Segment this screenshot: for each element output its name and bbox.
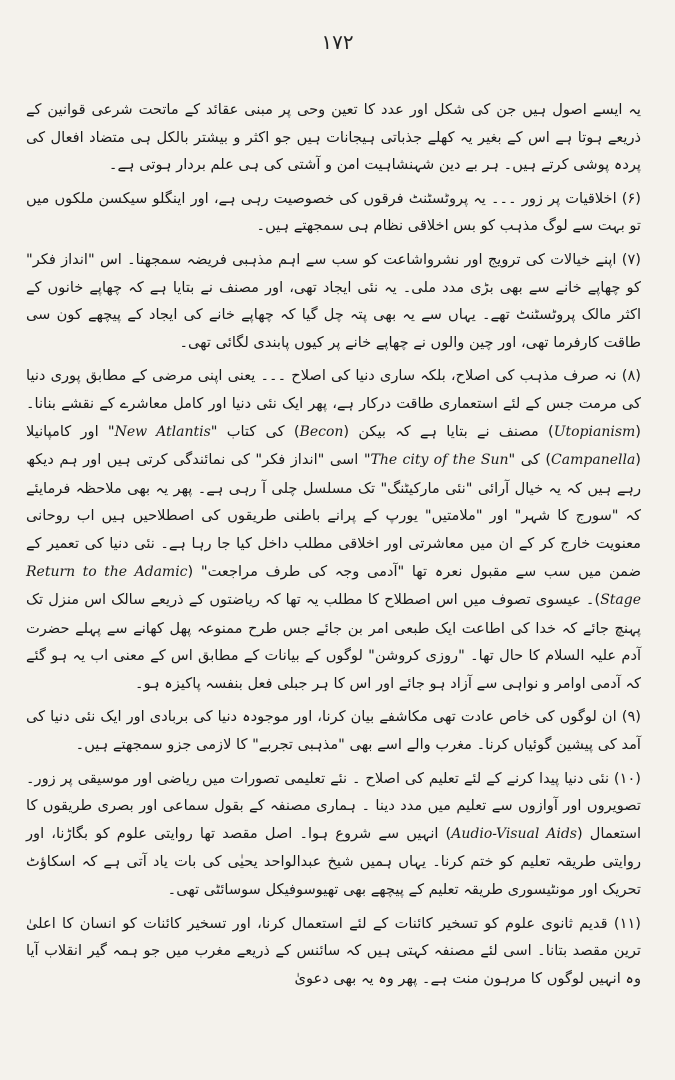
paragraph-text: (۶) اخلاقیات پر زور ۔۔۔ یہ پروٹسٹنٹ فرقوں کی خصوصیت رہی ہے، اور اینگلو سیکسن ملکوں میں تو بہت سے لوگ مذہب کو بس اخلاقی نظام ہی سمجھتے ہیں۔ — [26, 189, 641, 235]
paragraph-text: (۱۰) نئی دنیا پیدا کرنے کے لئے تعلیم کی اصلاح ۔ نئے تعلیمی تصورات میں ریاضی اور موسیقی پر زور۔ تصویروں اور آوازوں سے تعلیم میں مدد دینا ۔ ہماری مصنفہ کے بقول سماعی اور بصری طریقوں کا استعمال ( — [26, 769, 641, 842]
paragraph-text: ) مصنف نے بتایا ہے کہ بیکن ( — [343, 422, 554, 440]
paragraph-6-ethics — [26, 185, 641, 240]
latin-term-return-adamic-stage: Return to the Adamic Stage — [26, 563, 641, 609]
paragraph-9-revelations — [26, 703, 641, 758]
paragraph-text: (۸) نہ صرف مذہب کی اصلاح، بلکہ ساری دنیا کی اصلاح ۔۔۔ یعنی اپنی مرضی کے مطابق پوری دنیا کی مرمت جس کے لئے استعماری طاقت درکار ہے، پھر ایک نئی دنیا اور کامل معاشرے کے نقشے بنانا۔ ( — [26, 367, 641, 440]
paragraph-10-education — [26, 765, 641, 904]
page-body — [26, 96, 641, 998]
latin-term-becon: Becon — [299, 423, 344, 440]
paragraph-text: ) انہیں سے شروع ہوا۔ اصل مقصد تھا روایتی علوم کو بگاڑنا، اور روایتی طریقہ تعلیم کو ختم کرنا۔ یہاں ہمیں شیخ عبدالواحد یحیٰی کی بات یاد آتی ہے کہ اسکاؤٹ تحریک اور مونٹیسوری طریقہ تعلیم کے پیچھے بھی تھیوسوفیکل سوسائٹی تھی۔ — [26, 824, 641, 899]
paragraph-text: یہ ایسے اصول ہیں جن کی شکل اور عدد کا تعین وحی پر مبنی عقائد کے ماتحت شرعی قوانین کے ذریعے ہوتا ہے اس کے بغیر یہ کھلے جذباتی ہیجانات ہیں جو اکثر و بیشتر بالکل ہی متضاد افعال کی پردہ پوشی کرتے ہیں۔ ہر بے دین شہنشاہیت امن و آشتی کی ہی علم بردار ہوتی ہے۔ — [26, 101, 641, 174]
latin-term-audio-visual-aids: Audio-Visual Aids — [451, 825, 577, 842]
paragraph-7-printing — [26, 246, 641, 356]
paragraph-text: (۷) اپنے خیالات کی ترویج اور نشرواشاعت کو سب سے اہم مذہبی فریضہ سمجھنا۔ اس "انداز فکر" کو چھاپے خانے سے بھی بڑی مدد ملی۔ یہ نئی ایجاد تھی، اور مصنف نے بتایا ہے کہ چھاپے خانوں کے اکثر مالک پروٹسٹنٹ تھے۔ یہاں سے یہ بھی پتہ چل گیا کہ چھاپے خانے کی ایجاد کے پیچھے کون سی طاقت کارفرما تھی، اور چین والوں نے چھاپے خانے پر کیوں پابندی لگائی تھی۔ — [26, 250, 641, 351]
latin-term-city-of-the-sun: The city of the Sun — [370, 452, 509, 469]
latin-term-utopianism: Utopianism — [553, 423, 636, 440]
paragraph-text: (۹) ان لوگوں کی خاص عادت تھی مکاشفے بیان کرنا، اور موجودہ دنیا کی بربادی اور ایک نئی دنیا کی آمد کی پیشین گوئیاں کرنا۔ مغرب والے اسے بھی "مذہبی تجربے" کا لازمی جزو سمجھتے ہیں۔ — [26, 708, 641, 754]
paragraph-intro — [26, 96, 641, 179]
latin-term-new-atlantis: New Atlantis — [114, 423, 211, 440]
paragraph-text: ) کی " — [508, 451, 552, 469]
page-number: ۱۷۲ — [321, 30, 354, 54]
paragraph-text: " اسی "انداز فکر" کی نمائندگی کرتی ہیں اور ہم دیکھ رہے ہیں کہ یہ خیال آرائی "نئی مارکیٹنگ" تک مسلسل چلی آ رہی ہے۔ پھر یہ بھی ملاحظہ فرمایئے کہ "سورج کا شہر" اور "ملامتیں" یورپ کے پرانے باطنی طریقوں کی اصطلاحیں ہیں اب روحانی معنویت خارج کر کے ان میں معاشرتی اور اخلاقی مطلب داخل کیا جا رہا ہے۔ نئی دنیا کی تعمیر کے ضمن میں سب سے مقبول نعرہ تھا "آدمی وجہ کی طرف مراجعت" ( — [26, 451, 641, 580]
paragraph-8-world-reform — [26, 362, 641, 697]
paragraph-text: " اور کامپانیلا ( — [26, 422, 641, 469]
paragraph-text: (۱۱) قدیم ثانوی علوم کو تسخیر کائنات کے لئے استعمال کرنا، اور تسخیر کائنات کو انسان کا اعلیٰ ترین مقصد بتانا۔ اسی لئے مصنفہ کہتی ہیں کہ سائنس کے ذریعے مغرب میں جو ہمہ گیر انقلاب آیا وہ انہیں لوگوں کا مرہون منت ہے۔ پھر وہ یہ بھی دعویٰ — [26, 914, 641, 987]
paragraph-text: ) کی کتاب " — [210, 422, 300, 440]
latin-term-campanella: Campanella — [551, 452, 636, 469]
paragraph-text: )۔ عیسوی تصوف میں اس اصطلاح کا مطلب یہ تھا کہ ریاضتوں کے ذریعے سالک اس منزل تک پہنچ جائے کہ خدا کی اطاعت ایک طبعی امر بن جائے جس طرح ممنوعہ پھل کھانے سے پہلے حضرت آدم علیہ السلام کا حال تھا۔ "روزی کروشن" لوگوں کے بیانات کے مطابق اس کے معنی اب یہ ہو گئے کہ آدمی اوامر و نواہی سے آزاد ہو جائے اور اس کا ہر جبلی فعل بنفسہ پاکیزہ ہو۔ — [26, 591, 641, 692]
paragraph-11-sciences — [26, 910, 641, 993]
